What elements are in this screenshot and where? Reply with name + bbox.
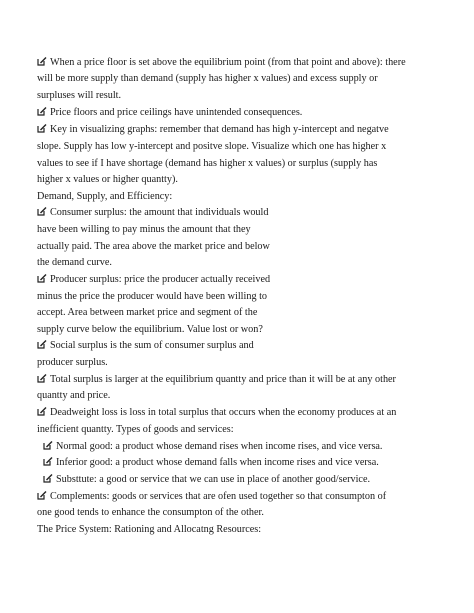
checkbox-pen-icon bbox=[43, 456, 53, 466]
text-line bbox=[37, 157, 377, 170]
bullet-line bbox=[37, 373, 396, 386]
text-line bbox=[37, 223, 251, 236]
checkbox-pen-icon bbox=[37, 273, 47, 283]
text-line bbox=[37, 423, 234, 436]
checkbox-pen-icon bbox=[37, 373, 47, 383]
checkbox-pen-icon bbox=[37, 206, 47, 216]
text-line bbox=[37, 389, 110, 402]
bullet-line bbox=[37, 339, 254, 352]
line-text: the demand curve. bbox=[37, 257, 112, 268]
bullet-line bbox=[37, 206, 268, 219]
checkbox-pen-icon bbox=[37, 56, 47, 66]
text-line bbox=[37, 72, 378, 85]
text-line bbox=[37, 140, 386, 153]
bullet-line bbox=[37, 273, 270, 286]
bullet-line bbox=[43, 473, 370, 486]
line-text: surpluses will result. bbox=[37, 90, 122, 101]
bullet-line bbox=[37, 406, 396, 419]
text-line bbox=[37, 89, 121, 102]
checkbox-pen-icon bbox=[37, 339, 47, 349]
bullet-line bbox=[37, 106, 302, 119]
line-text: have been willing to pay minus the amount that they bbox=[37, 224, 251, 235]
line-text: higher x values or higher quantty). bbox=[37, 174, 178, 185]
line-text: accept. Area between market price and segment of the bbox=[37, 307, 258, 318]
line-text: Demand, Supply, and Efficiency: bbox=[37, 191, 173, 202]
line-text: values to see if I have shortage (demand has higher x values) or surplus (supply has bbox=[37, 158, 378, 169]
bullet-line bbox=[37, 123, 389, 136]
line-text: Social surplus is the sum of consumer surplus and bbox=[50, 340, 254, 351]
line-text: Complements: goods or services that are ofen used together so that consumpton of bbox=[50, 491, 387, 502]
line-text: actually paid. The area above the market price and below bbox=[37, 241, 270, 252]
line-text: producer surplus. bbox=[37, 357, 108, 368]
line-text: Deadweight loss is loss in total surplus that occurs when the economy produces at an bbox=[50, 407, 397, 418]
line-text: Substtute: a good or service that we can use in place of another good/service. bbox=[56, 474, 371, 485]
line-text: quantty and price. bbox=[37, 390, 111, 401]
checkbox-pen-icon bbox=[37, 406, 47, 416]
bullet-line bbox=[37, 56, 406, 69]
bullet-line bbox=[37, 490, 386, 503]
line-text: Key in visualizing graphs: remember that demand has high y-intercept and negatve bbox=[50, 124, 389, 135]
bullet-line bbox=[43, 456, 379, 469]
line-text: Price floors and price ceilings have unintended consequences. bbox=[50, 107, 303, 118]
text-line bbox=[37, 173, 178, 186]
checkbox-pen-icon bbox=[43, 473, 53, 483]
checkbox-pen-icon bbox=[37, 123, 47, 133]
line-text: The Price System: Rationing and Allocatng Resources: bbox=[37, 524, 262, 535]
line-text: inefficient quantty. Types of goods and services: bbox=[37, 424, 234, 435]
line-text: supply curve below the equilibrium. Value lost or won? bbox=[37, 324, 263, 335]
checkbox-pen-icon bbox=[37, 490, 47, 500]
line-text: Producer surplus: price the producer actually received bbox=[50, 274, 271, 285]
checkbox-pen-icon bbox=[43, 440, 53, 450]
line-text: Consumer surplus: the amount that individuals would bbox=[50, 207, 269, 218]
text-line bbox=[37, 356, 108, 369]
text-line bbox=[37, 290, 267, 303]
bullet-line bbox=[43, 440, 382, 453]
checkbox-pen-icon bbox=[37, 106, 47, 116]
line-text: When a price floor is set above the equilibrium point (from that point and above): there bbox=[50, 57, 406, 68]
text-line bbox=[37, 323, 263, 336]
text-line bbox=[37, 190, 172, 203]
text-line bbox=[37, 306, 257, 319]
line-text: one good tends to enhance the consumpton of the other. bbox=[37, 507, 264, 518]
line-text: Normal good: a product whose demand rises when income rises, and vice versa. bbox=[56, 441, 383, 452]
text-line bbox=[37, 523, 261, 536]
line-text: slope. Supply has low y-intercept and positve slope. Visualize which one has higher x bbox=[37, 141, 387, 152]
text-line bbox=[37, 256, 112, 269]
line-text: will be more supply than demand (supply has higher x values) and excess supply or bbox=[37, 73, 378, 84]
text-line bbox=[37, 240, 270, 253]
line-text: Total surplus is larger at the equilibrium quantty and price than it will be at any other bbox=[50, 374, 396, 385]
line-text: minus the price the producer would have been willing to bbox=[37, 291, 268, 302]
text-line bbox=[37, 506, 264, 519]
line-text: Inferior good: a product whose demand falls when income rises and vice versa. bbox=[56, 457, 379, 468]
